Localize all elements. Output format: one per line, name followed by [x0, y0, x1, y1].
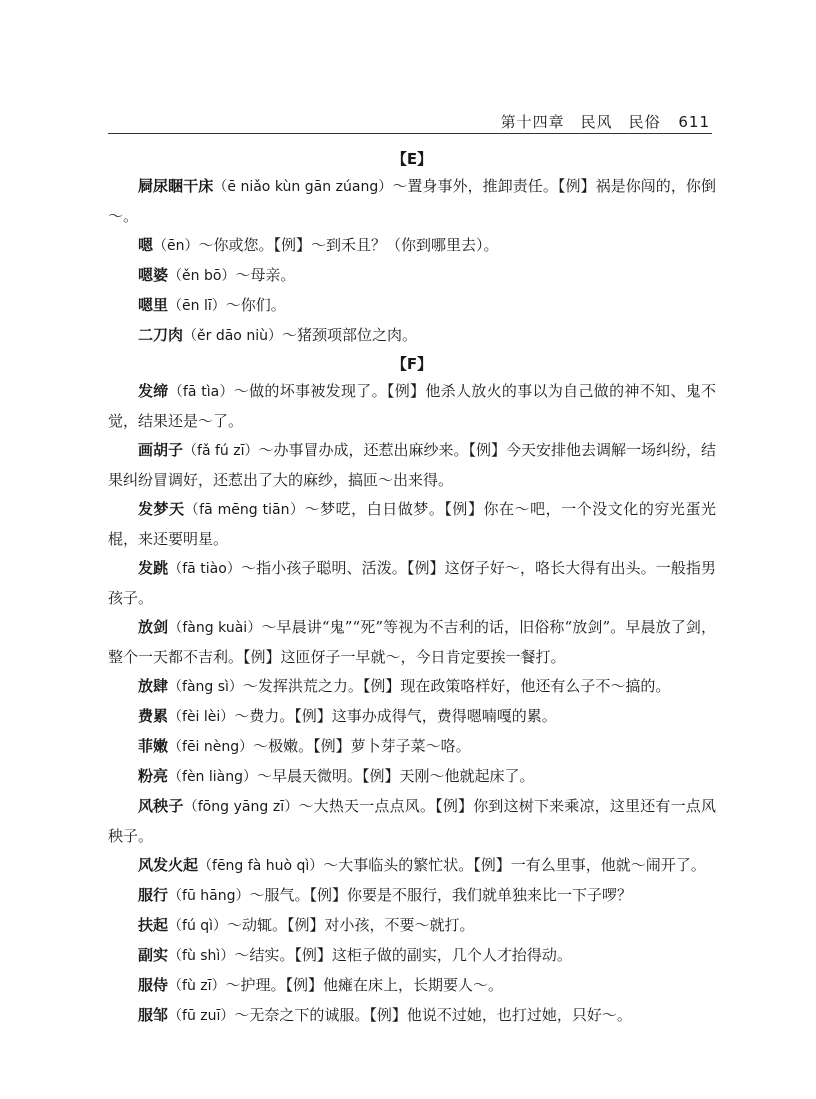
dictionary-entry	[108, 762, 716, 792]
entry-definition: ～护理。【例】他瘫在床上，长期要人～。	[225, 976, 504, 994]
entry-term: 嗯里	[138, 296, 169, 314]
entry-pinyin: （fàng sì）	[168, 679, 243, 695]
entry-pinyin: （fàng kuài）	[168, 620, 262, 636]
entry-pinyin: （fēng fà huò qì）	[198, 858, 324, 874]
entry-term: 扶起	[138, 916, 169, 934]
dictionary-entry	[108, 172, 716, 231]
entry-definition: ～你或您。【例】～到禾且？（你到哪里去）。	[198, 236, 499, 254]
entry-pinyin: （fēi nèng）	[168, 739, 254, 755]
entry-definition: ～办事冒办成，还惹出麻纱来。【例】今天安排他去调解一场纠纷，结果纠纷冒调好，还惹出了大的麻纱，搞匝～出来得。	[108, 441, 716, 489]
entry-pinyin: （ěn bō）	[168, 268, 236, 284]
entry-term: 发缔	[138, 382, 169, 400]
entry-definition: ～费力。【例】这事办成得气，费得嗯喃嘎的累。	[234, 707, 557, 725]
entry-definition: ～大事临头的繁忙状。【例】一有么里事，他就～闹开了。	[323, 856, 706, 874]
entry-pinyin: （fū zuī）	[168, 1008, 235, 1024]
entry-term: 发跳	[138, 559, 169, 577]
entry-definition: ～结实。【例】这柜子做的副实，几个人才抬得动。	[234, 946, 572, 964]
entry-definition: ～无奈之下的诚服。【例】他说不过她，也打过她，只好～。	[234, 1006, 632, 1024]
entry-pinyin: （fōng yāng zī）	[183, 799, 299, 815]
entry-pinyin: （ē niǎo kùn gān zúang）	[213, 179, 393, 195]
entry-definition: ～发挥洪荒之力。【例】现在政策咯样好，他还有么子不～搞的。	[242, 677, 671, 695]
entry-pinyin: （fū hāng）	[168, 888, 250, 904]
page-number: 611	[678, 113, 710, 131]
entry-term: 粉亮	[138, 767, 169, 785]
entry-term: 费累	[138, 707, 169, 725]
entry-definition: ～梦呓，白日做梦。【例】你在～吧，一个没文化的穷光蛋光棍，来还要明星。	[108, 500, 716, 548]
section-heading: 【E】	[391, 150, 433, 168]
entry-term: 放肆	[138, 677, 169, 695]
entry-definition: ～指小孩子聪明、活泼。【例】这伢子好～，咯长大得有出头。一般指男孩子。	[108, 559, 716, 607]
entry-pinyin: （fú qì）	[168, 918, 228, 934]
entry-pinyin: （fǎ fú zī）	[183, 443, 259, 459]
entry-pinyin: （fèn liàng）	[168, 769, 257, 785]
dictionary-entry	[108, 1001, 716, 1031]
entry-term: 画胡子	[138, 441, 184, 459]
header-text	[501, 111, 710, 132]
dictionary-entry	[108, 792, 716, 851]
entry-term: 嗯婆	[138, 266, 169, 284]
entry-term: 菲嫩	[138, 737, 169, 755]
dictionary-entry	[108, 377, 716, 436]
entry-term: 风发火起	[138, 856, 199, 874]
dictionary-entry	[108, 613, 716, 672]
dictionary-entry	[108, 495, 716, 554]
entry-term: 服侍	[138, 976, 169, 994]
dictionary-entry	[108, 261, 716, 291]
entry-term: 服邹	[138, 1006, 169, 1024]
entry-pinyin: （ěr dāo niù）	[183, 328, 282, 344]
entry-definition: ～早晨讲“鬼”“死”等视为不吉利的话，旧俗称“放剑”。早晨放了剑，整个一天都不吉利。【例】这匝伢子一早就～，今日肯定要挨一餐打。	[108, 618, 716, 666]
entry-term: 发梦天	[138, 500, 185, 518]
dictionary-entry	[108, 436, 716, 495]
entry-definition: ～置身事外，推卸责任。【例】祸是你闯的，你倒～。	[108, 177, 716, 225]
dictionary-entry	[108, 672, 716, 702]
section-heading: 【F】	[391, 355, 433, 373]
entry-definition: ～做的坏事被发现了。【例】他杀人放火的事以为自己做的神不知、鬼不觉，结果还是～了。	[108, 382, 716, 430]
dictionary-entry	[108, 941, 716, 971]
entry-pinyin: （fèi lèi）	[168, 709, 235, 725]
entry-term: 嗯	[138, 236, 154, 254]
dictionary-entry	[108, 554, 716, 613]
entry-pinyin: （fù shì）	[168, 948, 235, 964]
entry-definition: ～你们。	[225, 296, 286, 314]
entry-definition: ～动辄。【例】对小孩，不要～就打。	[227, 916, 475, 934]
dictionary-entry	[108, 702, 716, 732]
dictionary-entry	[108, 321, 716, 351]
entry-definition: ～母亲。	[235, 266, 296, 284]
entry-pinyin: （ēn）	[153, 238, 199, 254]
entry-definition: ～早晨天微明。【例】天刚～他就起床了。	[257, 767, 535, 785]
entry-definition: ～服气。【例】你要是不服行，我们就单独来比一下子啰？	[249, 886, 632, 904]
dictionary-entry	[108, 231, 716, 261]
entry-term: 二刀肉	[138, 326, 184, 344]
entry-term: 副实	[138, 946, 169, 964]
dictionary-content	[108, 146, 716, 1031]
entry-term: 放剑	[138, 618, 169, 636]
entry-definition: ～大热天一点点风。【例】你到这树下来乘凉，这里还有一点风秧子。	[108, 797, 716, 845]
entry-pinyin: （fù zī）	[168, 978, 226, 994]
entry-term: 风秧子	[138, 797, 184, 815]
entry-term: 服行	[138, 886, 169, 904]
entry-pinyin: （fā mēng tiān）	[184, 502, 305, 518]
entry-pinyin: （fā tiào）	[168, 561, 241, 577]
entry-pinyin: （ēn lī）	[168, 298, 226, 314]
entry-term: 屙尿睏干床	[138, 177, 214, 195]
dictionary-entry	[108, 291, 716, 321]
entry-definition: ～极嫩。【例】萝卜芽子菜～咯。	[253, 737, 471, 755]
dictionary-entry	[108, 851, 716, 881]
entry-definition: ～猪颈项部位之肉。	[281, 326, 417, 344]
dictionary-entry	[108, 911, 716, 941]
chapter-title: 第十四章 民风 民俗	[500, 113, 661, 131]
entry-pinyin: （fā tìa）	[168, 384, 234, 400]
dictionary-entry	[108, 732, 716, 762]
running-header	[108, 113, 712, 134]
dictionary-entry	[108, 881, 716, 911]
dictionary-entry	[108, 971, 716, 1001]
